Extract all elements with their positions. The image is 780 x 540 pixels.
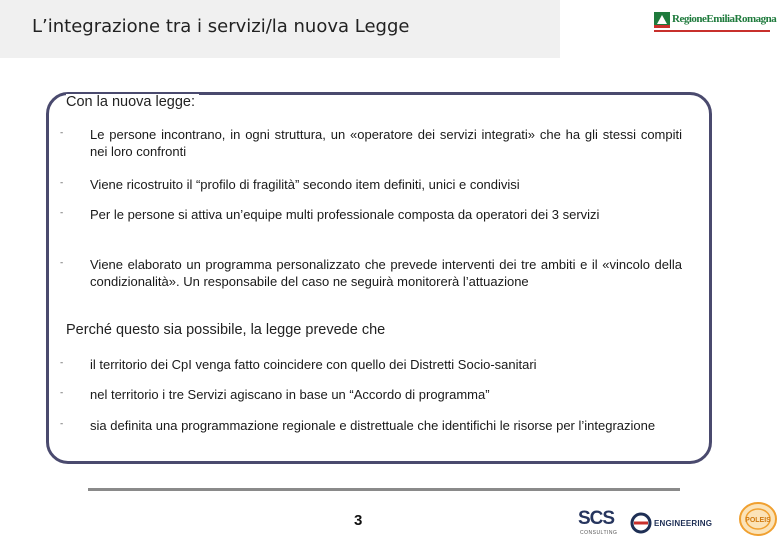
regione-emilia-romagna-logo [654, 10, 777, 34]
section2-item-3: sia definita una programmazione regionale e distrettuale che identifichi le risorse per l’integrazione [90, 418, 656, 433]
bullet-dash: - [60, 358, 64, 368]
section1-item-4: Viene elaborato un programma personalizzato che prevede interventi dei tre ambiti e il «vincolo della condizionalità». Un responsabile del caso ne seguirà monitorerà l’attuazione [90, 257, 682, 289]
page-number: 3 [354, 512, 363, 529]
section1-item-1: Le persone incontrano, in ogni struttura, un «operatore dei servizi integrati» che ha gli stessi compiti nei loro confronti [90, 127, 682, 159]
section1-item-3: Per le persone si attiva un’equipe multi professionale composta da operatori dei 3 servizi [90, 207, 600, 222]
regione-logo-icon [654, 12, 670, 28]
bullet-dash: - [60, 128, 64, 138]
poleis-logo [738, 500, 778, 538]
slide-title: L’integrazione tra i servizi/la nuova Legge [32, 16, 410, 37]
engineering-logo [630, 512, 716, 534]
engineering-logo-icon [630, 512, 652, 534]
regione-logo-text: RegioneEmiliaRomagna [672, 13, 777, 25]
bullet-dash: - [60, 178, 64, 188]
bullet-dash: - [60, 258, 64, 268]
bullet-dash: - [60, 208, 64, 218]
section1-intro: Con la nuova legge: [66, 94, 199, 110]
section1-item-2: Viene ricostruito il “profilo di fragilità” secondo item definiti, unici e condivisi [90, 177, 520, 192]
scs-logo-text: SCS [578, 508, 615, 529]
footer-divider [88, 488, 680, 491]
regione-logo-underline [654, 30, 770, 32]
bullet-dash: - [60, 388, 64, 398]
title-bar [0, 0, 560, 58]
scs-logo-subtext: CONSULTING [580, 530, 618, 536]
scs-logo [578, 508, 622, 538]
engineering-logo-text: ENGINEERING [654, 519, 713, 528]
poleis-logo-text: POLEIS [745, 517, 771, 524]
section2-intro: Perché questo sia possibile, la legge prevede che [66, 322, 389, 338]
bullet-dash: - [60, 419, 64, 429]
section2-item-1: il territorio dei CpI venga fatto coincidere con quello dei Distretti Socio-sanitari [90, 357, 537, 372]
section2-item-2: nel territorio i tre Servizi agiscano in base un “Accordo di programma” [90, 387, 490, 402]
